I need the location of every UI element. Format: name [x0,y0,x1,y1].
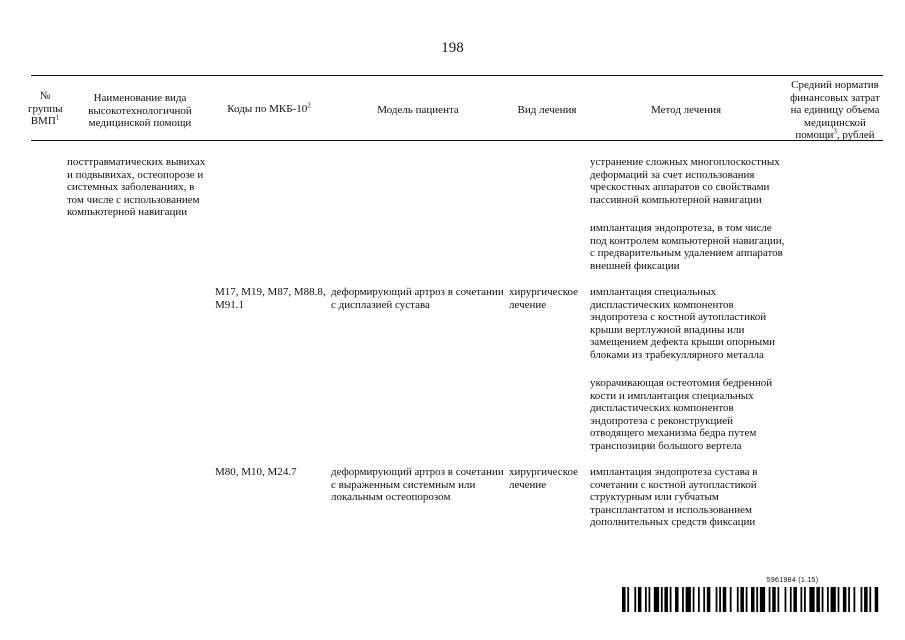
header-treatment-type: Вид лечения [517,104,577,116]
row-2-treatment-type: хирургическое лечение [509,466,579,491]
continuation-care-type: посттравматических вывихах и подвывихах, остеопорозе и системных заболеваниях, в том числе с использованием компьютерной навигации [67,156,206,218]
barcode-bar [645,587,647,612]
barcode-bar [719,587,721,612]
row-1-icd-codes: M17, M19, M87, M88.8, M91.1 [215,286,326,311]
barcode-bar [634,587,636,612]
barcode-bar [809,587,814,612]
barcode-bar [785,587,787,612]
barcode-bar [698,587,700,612]
barcode-bar [622,587,626,612]
barcode-bar [737,587,739,612]
barcode-number: 5961984 (1.15) [766,577,819,584]
barcode-bar [693,587,695,612]
barcode-bar [822,587,824,612]
barcode-bar [838,587,840,612]
barcode-bar [816,587,820,612]
barcode-bar [772,587,776,612]
barcode-bar [654,587,659,612]
barcode-bar [769,587,771,612]
barcode-bar [638,587,642,612]
barcode-bar [649,587,651,612]
barcode-bar [793,587,797,612]
table-header-bottom-rule [31,140,883,141]
barcode-bar [790,587,792,612]
row-2-method-1: имплантация эндопротеза сустава в сочетании с костной аутопластикой структурным или губчатым трансплантатом и использованием дополнительных средств фиксации [590,466,758,528]
barcode [622,587,880,612]
barcode-bar [864,587,868,612]
header-icd-codes: Коды по МКБ-$10^2$ [227,101,311,115]
barcode-bar [627,587,629,612]
barcode-bar [831,587,836,612]
barcode-bar [751,587,755,612]
header-average-cost-footnote: 3 [833,127,837,136]
barcode-bar [740,587,744,612]
header-icd-codes-footnote: 2 [307,101,311,110]
row-1-method-2: укорачивающая остеотомия бедренной кости и имплантация специальных диспластических компонентов эндопротеза с реконструкцией отводящего механизма бедра путем транспозиции большого вертела [590,377,773,452]
barcode-bar [875,587,879,612]
row-2-icd-codes: M80, M10, M24.7 [215,466,297,478]
continuation-method-1: устранение сложных многоплоскостных деформаций за счет использования чрескостных аппаратов со свойствами пассивной компьютерной навигации [590,156,780,206]
header-group-number-footnote: 1 [55,113,60,122]
barcode-bar [682,587,684,612]
barcode-bar [661,587,663,612]
barcode-bar [664,587,668,612]
barcode-bar [756,587,758,612]
barcode-bar [848,587,850,612]
barcode-bar [746,587,748,612]
barcode-bar [703,587,705,612]
header-patient-model: Модель пациента [377,104,459,116]
header-care-type: Наименование вида высокотехнологичной медицинской помощи [88,92,192,129]
barcode-bar [778,587,780,612]
row-2-patient-model: деформирующий артроз в сочетании с выраженным системным или локальным остеопорозом [331,466,504,503]
continuation-method-2: имплантация эндопротеза, в том числе под контролем компьютерной навигации, с предварительным удалением аппаратов внешней фиксации [590,222,785,272]
barcode-bar [827,587,829,612]
barcode-bar [843,587,847,612]
barcode-bar [861,587,863,612]
barcode-bar [716,587,718,612]
barcode-bar [707,587,711,612]
barcode-bar [686,587,691,612]
row-1-patient-model: деформирующий артроз в сочетании с дисплазией сустава [331,286,504,311]
barcode-bar [730,587,732,612]
row-1-method-1: имплантация специальных диспластических компонентов эндопротеза с костной аутопластикой крыши вертлужной впадины или замещением дефекта крыши опорными блоками из трабекуллярного металла [590,286,776,361]
barcode-bar [869,587,871,612]
row-1-treatment-type: хирургическое лечение [509,286,579,311]
barcode-bar [800,587,802,612]
barcode-bar [760,587,765,612]
barcode-bar [723,587,727,612]
header-group-number: № группы ВМП$^1$ [28,90,63,127]
header-treatment-method: Метод лечения [650,104,722,116]
page-number: 198 [441,40,464,56]
barcode-bar [675,587,679,612]
table-top-rule [31,75,883,76]
barcode-bar [853,587,855,612]
barcode-bar [804,587,806,612]
header-average-cost: Средний норматив финансовых затрат на единицу объема медицинской помощи$^3$, рублей [790,79,880,141]
barcode-bar [670,587,672,612]
